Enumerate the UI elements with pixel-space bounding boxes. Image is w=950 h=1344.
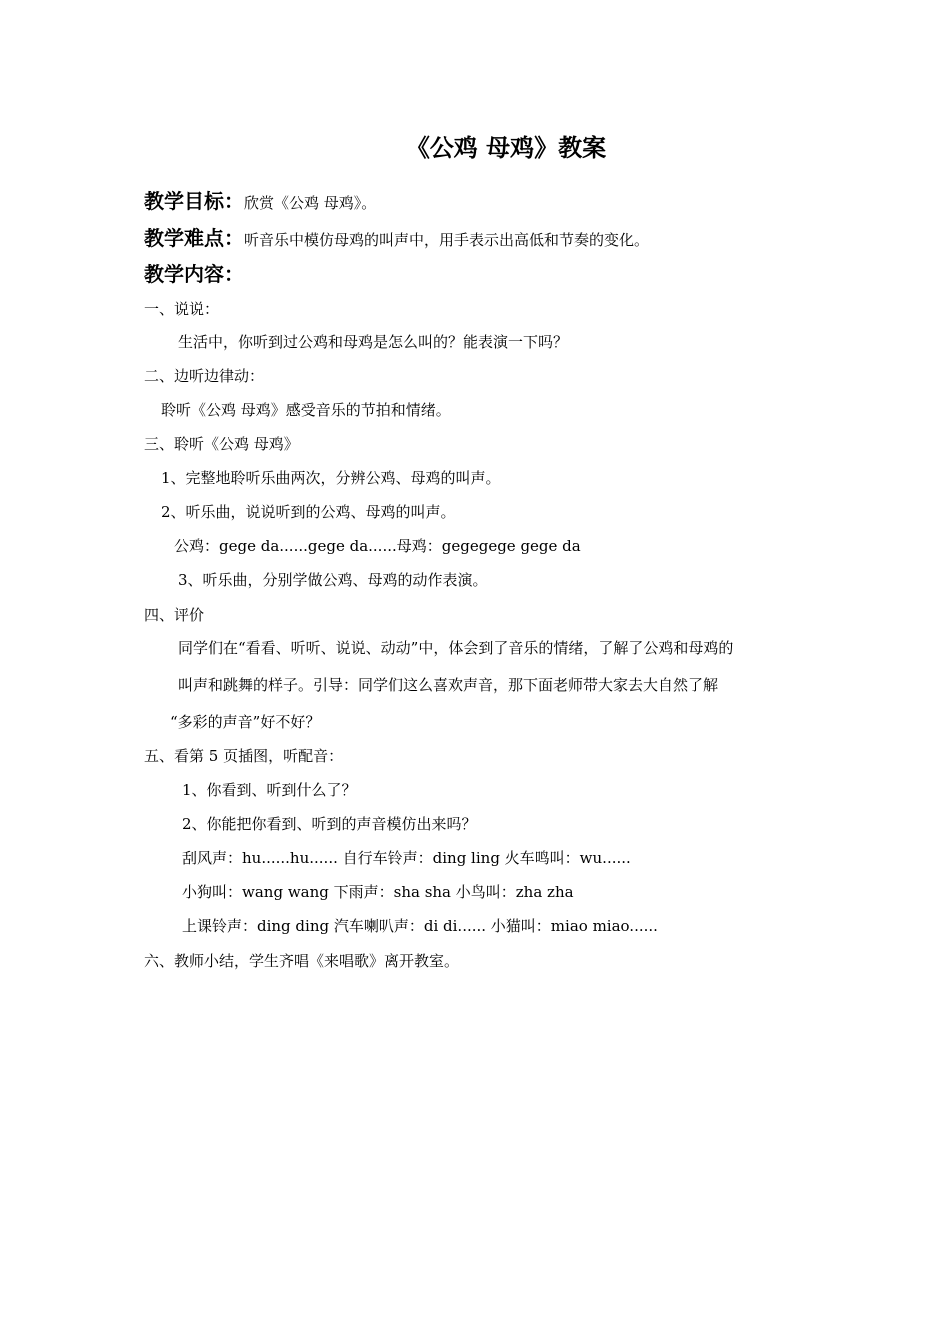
section-5-item-2: 2、你能把你看到、听到的声音模仿出来吗？ — [182, 815, 477, 833]
section-4-line-2: 叫声和跳舞的样子。引导：同学们这么喜欢声音，那下面老师带大家去大自然了解 — [178, 676, 719, 694]
section-3-item-3: 3、听乐曲，分别学做公鸡、母鸡的动作表演。 — [178, 571, 488, 589]
difficulty-line — [144, 223, 649, 255]
section-5-sounds-1: 刮风声：hu......hu...... 自行车铃声：ding ling 火车鸣叫：wu...... — [182, 849, 631, 867]
section-4-line-3: “多彩的声音”好不好？ — [170, 713, 321, 731]
difficulty-label: 教学难点： — [144, 226, 244, 250]
section-3-item-2: 2、听乐曲，说说听到的公鸡、母鸡的叫声。 — [161, 503, 456, 521]
section-4-heading: 四、评价 — [144, 606, 205, 624]
difficulty-text: 听音乐中模仿母鸡的叫声中，用手表示出高低和节奏的变化。 — [244, 231, 650, 249]
section-5-heading: 五、看第 5 页插图，听配音： — [144, 747, 344, 765]
section-3-heading: 三、聆听《公鸡 母鸡》 — [144, 435, 299, 453]
section-3-sounds: 公鸡：gege da......gege da......母鸡：gegegege gege da — [174, 537, 581, 555]
section-4-line-1: 同学们在“看看、听听、说说、动动”中，体会到了音乐的情绪，了解了公鸡和母鸡的 — [178, 639, 734, 657]
section-5-item-1: 1、你看到、听到什么了？ — [182, 781, 357, 799]
section-2-heading: 二、边听边律动： — [144, 367, 265, 385]
section-1-heading: 一、说说： — [144, 300, 220, 318]
section-6-heading: 六、教师小结，学生齐唱《来唱歌》离开教室。 — [144, 952, 460, 970]
section-2-paragraph: 聆听《公鸡 母鸡》感受音乐的节拍和情绪。 — [161, 401, 451, 419]
objective-text: 欣赏《公鸡 母鸡》。 — [244, 194, 377, 212]
content-label: 教学内容： — [144, 262, 244, 286]
section-3-item-1: 1、完整地聆听乐曲两次，分辨公鸡、母鸡的叫声。 — [161, 469, 501, 487]
objective-label: 教学目标： — [144, 189, 244, 213]
section-1-paragraph: 生活中，你听到过公鸡和母鸡是怎么叫的？能表演一下吗？ — [178, 333, 569, 351]
objective-line — [144, 186, 376, 218]
document-title: 《公鸡 母鸡》教案 — [405, 134, 607, 162]
section-5-sounds-2: 小狗叫：wang wang 下雨声：sha sha 小鸟叫：zha zha — [182, 883, 574, 901]
content-line — [144, 259, 244, 291]
section-5-sounds-3: 上课铃声：ding ding 汽车喇叭声：di di...... 小猫叫：miao miao...... — [182, 917, 658, 935]
